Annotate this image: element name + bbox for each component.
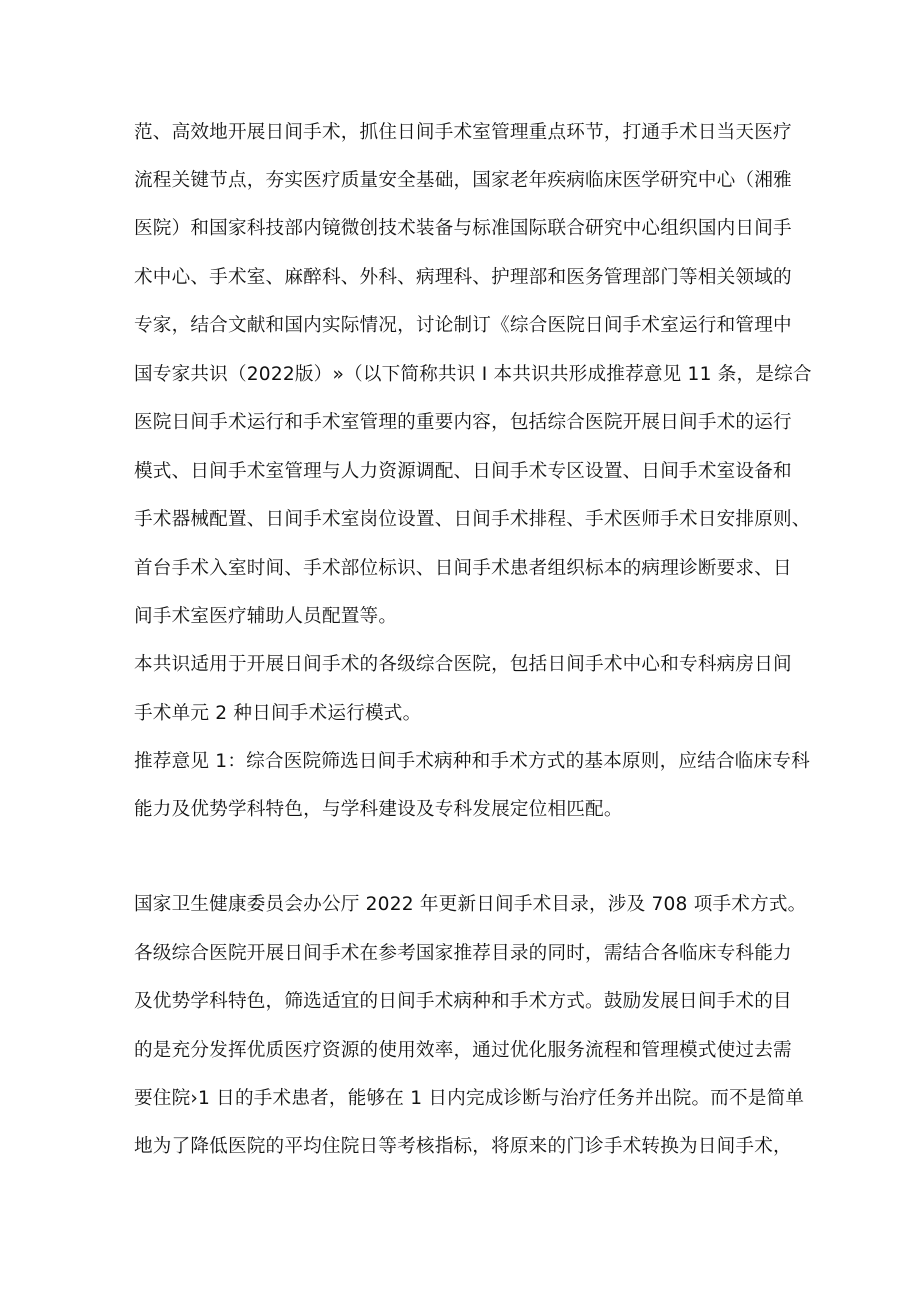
paragraph-1-line-6: 国专家共识（2022版）»（以下简称共识 I 本共识共形成推荐意见 11 条，是综合 bbox=[134, 364, 812, 385]
paragraph-4-line-3: 及优势学科特色，筛选适宜的日间手术病种和手术方式。鼓励发展日间手术的目 bbox=[134, 991, 792, 1012]
paragraph-1-line-3: 医院）和国家科技部内镜微创技术装备与标准国际联合研究中心组织国内日间手 bbox=[134, 218, 792, 239]
paragraph-1-line-9: 手术器械配置、日间手术室岗位设置、日间手术排程、手术医师手术日安排原则、 bbox=[134, 509, 811, 530]
paragraph-3-line-2: 能力及优势学科特色，与学科建设及专科发展定位相匹配。 bbox=[134, 799, 623, 820]
paragraph-4-line-5: 要住院›1 日的手术患者，能够在 1 日内完成诊断与治疗任务并出院。而不是简单 bbox=[134, 1088, 805, 1109]
paragraph-2-line-2: 手术单元 2 种日间手术运行模式。 bbox=[134, 703, 422, 724]
paragraph-4-line-4: 的是充分发挥优质医疗资源的使用效率，通过优化服务流程和管理模式使过去需 bbox=[134, 1040, 792, 1061]
paragraph-4-line-6: 地为了降低医院的平均住院日等考核指标，将原来的门诊手术转换为日间手术， bbox=[134, 1136, 792, 1157]
paragraph-1-line-4: 术中心、手术室、麻醉科、外科、病理科、护理部和医务管理部门等相关领域的 bbox=[134, 267, 792, 288]
paragraph-1-line-11: 间手术室医疗辅助人员配置等。 bbox=[134, 606, 398, 627]
paragraph-4-line-1: 国家卫生健康委员会办公厅 2022 年更新日间手术目录，涉及 708 项手术方式。 bbox=[134, 894, 807, 915]
paragraph-1-line-5: 专家，结合文献和国内实际情况，讨论制订《综合医院日间手术室运行和管理中 bbox=[134, 315, 792, 336]
paragraph-4-line-2: 各级综合医院开展日间手术在参考国家推荐目录的同时，需结合各临床专科能力 bbox=[134, 943, 792, 964]
paragraph-2-line-1: 本共识适用于开展日间手术的各级综合医院，包括日间手术中心和专科病房日间 bbox=[134, 654, 792, 675]
paragraph-1-line-7: 医院日间手术运行和手术室管理的重要内容，包括综合医院开展日间手术的运行 bbox=[134, 412, 792, 433]
paragraph-1-line-2: 流程关键节点，夯实医疗质量安全基础，国家老年疾病临床医学研究中心（湘雅 bbox=[134, 170, 792, 191]
paragraph-1-line-1: 范、高效地开展日间手术，抓住日间手术室管理重点环节，打通手术日当天医疗 bbox=[134, 122, 792, 143]
paragraph-3-line-1: 推荐意见 1：综合医院筛选日间手术病种和手术方式的基本原则，应结合临床专科 bbox=[134, 751, 810, 772]
paragraph-1-line-10: 首台手术入室时间、手术部位标识、日间手术患者组织标本的病理诊断要求、日 bbox=[134, 558, 792, 579]
paragraph-1-line-8: 模式、日间手术室管理与人力资源调配、日间手术专区设置、日间手术室设备和 bbox=[134, 461, 792, 482]
